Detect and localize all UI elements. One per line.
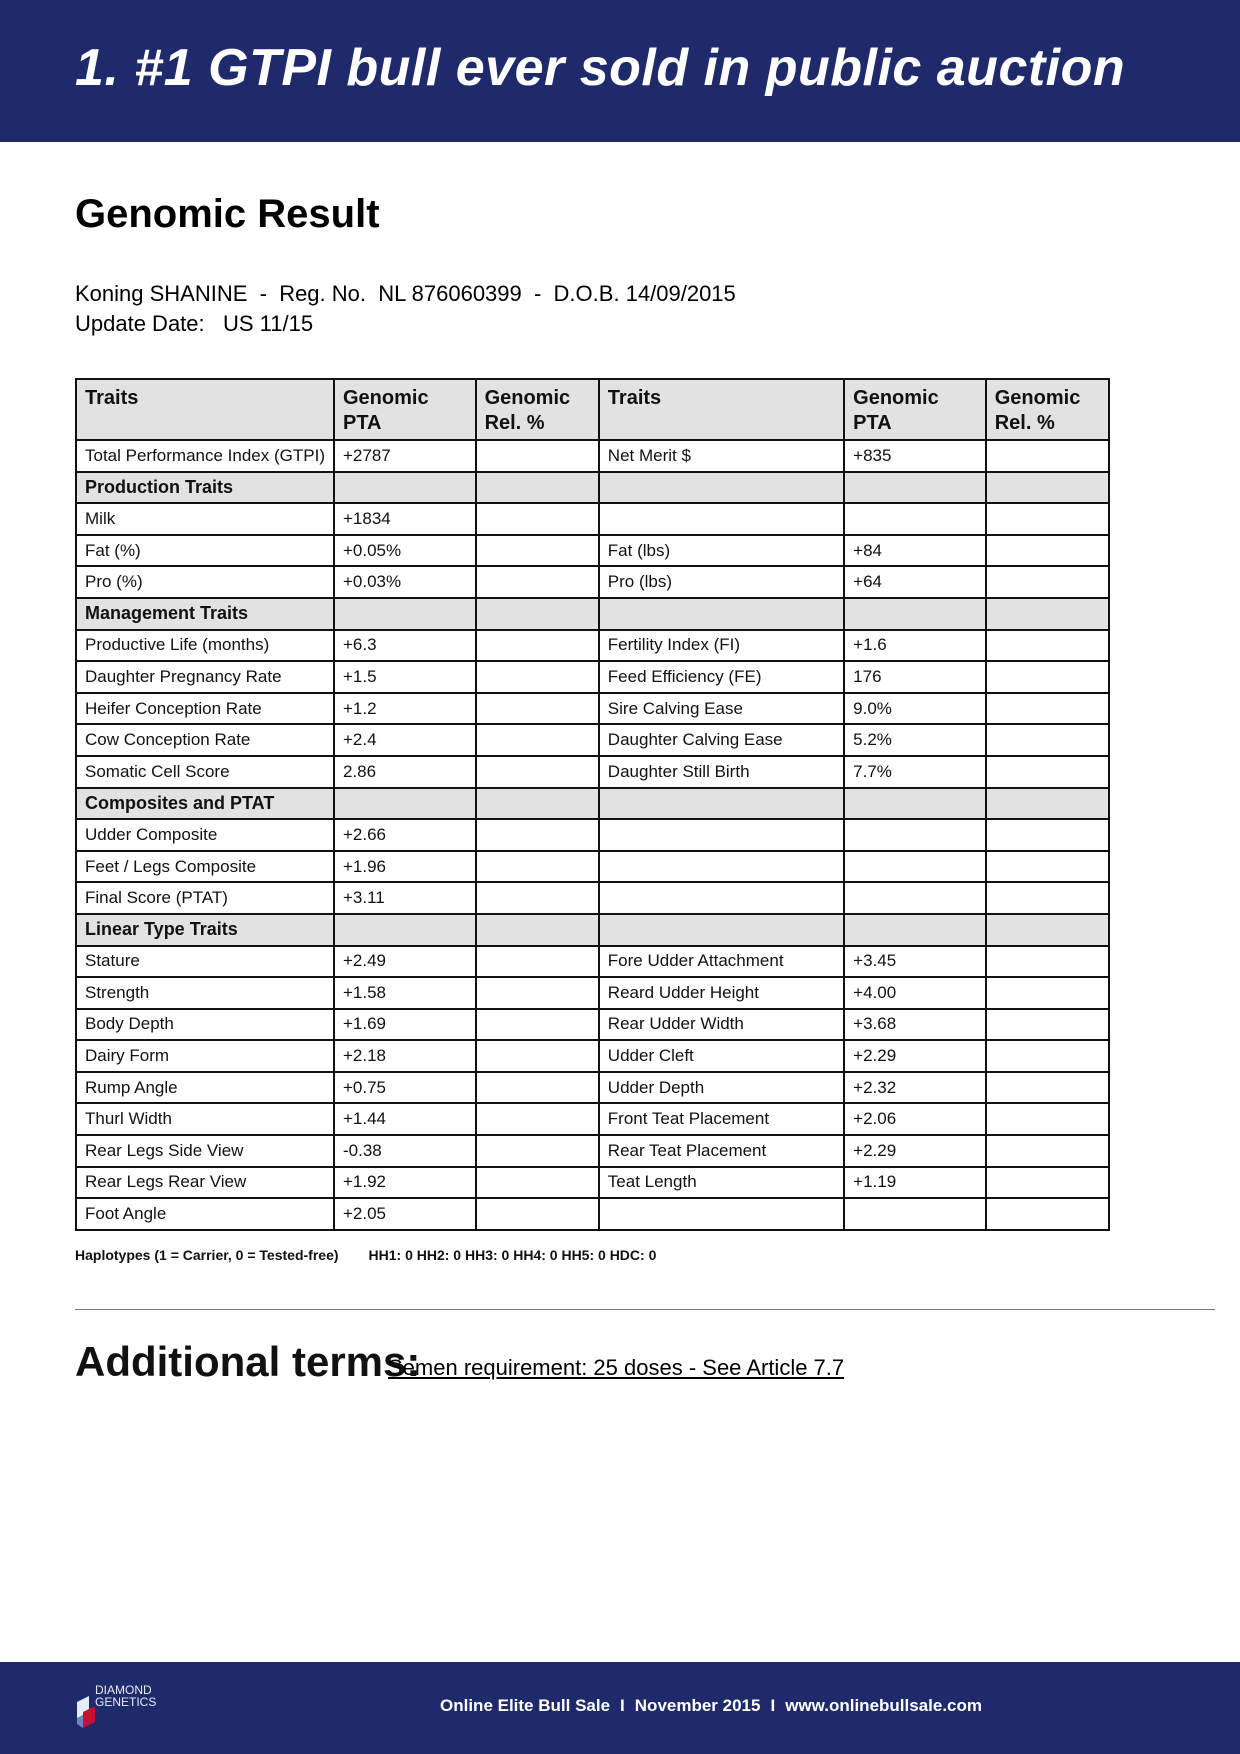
table-cell	[986, 472, 1109, 504]
table-cell	[476, 788, 599, 820]
table-cell: Udder Depth	[599, 1072, 844, 1104]
footer-event: Online Elite Bull Sale	[440, 1696, 611, 1715]
table-cell	[986, 1135, 1109, 1167]
haplotypes-values: HH1: 0 HH2: 0 HH3: 0 HH4: 0 HH5: 0 HDC: 0	[368, 1247, 657, 1263]
table-cell: Stature	[76, 946, 334, 978]
table-cell	[986, 851, 1109, 883]
footer-separator: I	[620, 1696, 625, 1715]
table-row	[76, 630, 1109, 662]
table-cell: +2.66	[334, 819, 476, 851]
table-cell: Heifer Conception Rate	[76, 693, 334, 725]
table-cell	[844, 1198, 986, 1230]
table-cell	[844, 788, 986, 820]
table-cell	[599, 503, 844, 535]
table-row	[76, 882, 1109, 914]
table-cell: Productive Life (months)	[76, 630, 334, 662]
table-group-row	[76, 914, 1109, 946]
table-cell: +2.49	[334, 946, 476, 978]
table-cell	[476, 630, 599, 662]
table-cell: Rump Angle	[76, 1072, 334, 1104]
table-row	[76, 946, 1109, 978]
table-cell	[476, 535, 599, 567]
table-cell	[334, 788, 476, 820]
table-cell	[844, 503, 986, 535]
table-cell	[476, 914, 599, 946]
table-row	[76, 503, 1109, 535]
genomic-result-heading: Genomic Result	[75, 192, 380, 236]
table-cell: +1.58	[334, 977, 476, 1009]
table-cell	[986, 693, 1109, 725]
footer-date: November 2015	[634, 1696, 761, 1715]
table-cell	[476, 977, 599, 1009]
group-label: Linear Type Traits	[76, 914, 334, 946]
table-cell	[476, 882, 599, 914]
table-cell	[476, 1009, 599, 1041]
table-cell	[986, 1103, 1109, 1135]
column-header: Genomic PTA	[334, 379, 476, 440]
semen-requirement-link[interactable]: Semen requirement: 25 doses - See Article 7.7	[388, 1355, 845, 1380]
table-cell	[476, 1072, 599, 1104]
table-cell	[476, 661, 599, 693]
table-row	[76, 1135, 1109, 1167]
table-row	[76, 661, 1109, 693]
table-cell	[476, 566, 599, 598]
additional-terms-heading: Additional terms:	[75, 1338, 421, 1385]
table-cell	[986, 1167, 1109, 1199]
table-cell: Milk	[76, 503, 334, 535]
table-cell	[986, 724, 1109, 756]
table-cell	[986, 977, 1109, 1009]
haplotypes	[75, 1247, 656, 1263]
table-cell	[844, 914, 986, 946]
table-cell: Udder Composite	[76, 819, 334, 851]
table-cell: Feet / Legs Composite	[76, 851, 334, 883]
table-cell	[986, 661, 1109, 693]
table-cell: +1.96	[334, 851, 476, 883]
table-cell	[986, 1009, 1109, 1041]
table-cell	[986, 819, 1109, 851]
table-cell	[476, 1167, 599, 1199]
table-cell	[476, 1198, 599, 1230]
table-cell	[476, 1040, 599, 1072]
table-cell	[599, 598, 844, 630]
table-cell	[844, 882, 986, 914]
table-cell: +4.00	[844, 977, 986, 1009]
logo-wordmark: DIAMOND GENETICS	[95, 1683, 157, 1709]
table-cell: +3.68	[844, 1009, 986, 1041]
table-cell: Daughter Pregnancy Rate	[76, 661, 334, 693]
table-row	[76, 1198, 1109, 1230]
table-row	[76, 440, 1109, 472]
table-cell: +1.69	[334, 1009, 476, 1041]
table-cell	[986, 566, 1109, 598]
table-cell	[476, 819, 599, 851]
table-cell: +2.4	[334, 724, 476, 756]
table-cell: Final Score (PTAT)	[76, 882, 334, 914]
footer-banner	[0, 1662, 1240, 1754]
table-cell	[476, 693, 599, 725]
table-cell	[476, 851, 599, 883]
table-cell: Pro (%)	[76, 566, 334, 598]
table-cell: +835	[844, 440, 986, 472]
table-row	[76, 977, 1109, 1009]
table-cell: Cow Conception Rate	[76, 724, 334, 756]
table-group-row	[76, 788, 1109, 820]
table-cell	[334, 472, 476, 504]
update-date: Update Date: US 11/15	[75, 311, 314, 336]
traits-table	[75, 378, 1110, 1231]
table-cell: 7.7%	[844, 756, 986, 788]
table-cell	[844, 472, 986, 504]
table-cell	[476, 440, 599, 472]
table-cell: +84	[844, 535, 986, 567]
table-cell: Feed Efficiency (FE)	[599, 661, 844, 693]
table-cell	[986, 440, 1109, 472]
table-cell: Udder Cleft	[599, 1040, 844, 1072]
table-cell: 2.86	[334, 756, 476, 788]
table-cell: +6.3	[334, 630, 476, 662]
table-cell: +1.19	[844, 1167, 986, 1199]
table-cell	[599, 851, 844, 883]
table-cell	[599, 914, 844, 946]
table-cell: Strength	[76, 977, 334, 1009]
table-group-row	[76, 598, 1109, 630]
table-cell: +2.05	[334, 1198, 476, 1230]
table-cell: +1.2	[334, 693, 476, 725]
column-header: Genomic PTA	[844, 379, 986, 440]
footer-separator: I	[770, 1696, 776, 1715]
table-cell	[476, 472, 599, 504]
table-cell: Fat (%)	[76, 535, 334, 567]
table-cell	[476, 1135, 599, 1167]
group-label: Management Traits	[76, 598, 334, 630]
table-cell: +2.32	[844, 1072, 986, 1104]
table-cell	[986, 788, 1109, 820]
table-cell	[476, 724, 599, 756]
table-cell: Dairy Form	[76, 1040, 334, 1072]
table-cell: Thurl Width	[76, 1103, 334, 1135]
table-cell	[986, 1040, 1109, 1072]
table-cell: +3.45	[844, 946, 986, 978]
table-cell: Rear Legs Rear View	[76, 1167, 334, 1199]
table-cell	[986, 1072, 1109, 1104]
table-cell: Foot Angle	[76, 1198, 334, 1230]
table-cell: Daughter Still Birth	[599, 756, 844, 788]
footer-website[interactable]: www.onlinebullsale.com	[785, 1696, 982, 1715]
section-divider	[75, 1309, 1215, 1310]
table-row	[76, 756, 1109, 788]
table-cell	[476, 756, 599, 788]
table-cell	[844, 851, 986, 883]
table-cell	[986, 535, 1109, 567]
table-cell: +2.29	[844, 1135, 986, 1167]
table-cell	[599, 472, 844, 504]
table-cell	[844, 598, 986, 630]
table-row	[76, 819, 1109, 851]
table-cell: Fore Udder Attachment	[599, 946, 844, 978]
table-cell: +1.5	[334, 661, 476, 693]
table-row	[76, 851, 1109, 883]
table-cell	[986, 630, 1109, 662]
group-label: Production Traits	[76, 472, 334, 504]
table-header-row	[76, 379, 1109, 440]
table-cell	[476, 946, 599, 978]
table-cell: Reard Udder Height	[599, 977, 844, 1009]
table-cell: Rear Legs Side View	[76, 1135, 334, 1167]
table-cell: +2.18	[334, 1040, 476, 1072]
table-cell: 9.0%	[844, 693, 986, 725]
table-cell: Front Teat Placement	[599, 1103, 844, 1135]
table-cell	[844, 819, 986, 851]
table-cell: +0.03%	[334, 566, 476, 598]
table-cell: +1834	[334, 503, 476, 535]
table-cell: Rear Teat Placement	[599, 1135, 844, 1167]
table-cell	[334, 914, 476, 946]
table-cell	[599, 819, 844, 851]
table-cell: Daughter Calving Ease	[599, 724, 844, 756]
table-cell: +1.44	[334, 1103, 476, 1135]
table-cell: +0.75	[334, 1072, 476, 1104]
table-cell	[986, 756, 1109, 788]
bull-identification: Koning SHANINE - Reg. No. NL 876060399 - D.O.B. 14/09/2015	[75, 281, 736, 306]
column-header: Genomic Rel. %	[476, 379, 599, 440]
table-cell: 176	[844, 661, 986, 693]
haplotypes-label: Haplotypes (1 = Carrier, 0 = Tested-free)	[75, 1247, 339, 1263]
table-row	[76, 1040, 1109, 1072]
table-row	[76, 1103, 1109, 1135]
table-cell	[986, 914, 1109, 946]
table-row	[76, 566, 1109, 598]
table-cell: Pro (lbs)	[599, 566, 844, 598]
table-cell: Net Merit $	[599, 440, 844, 472]
table-cell: Total Performance Index (GTPI)	[76, 440, 334, 472]
table-cell: Somatic Cell Score	[76, 756, 334, 788]
table-cell	[599, 882, 844, 914]
table-cell: +0.05%	[334, 535, 476, 567]
table-cell	[476, 503, 599, 535]
table-row	[76, 1167, 1109, 1199]
diamond-genetics-logo	[75, 1684, 195, 1732]
table-cell	[476, 1103, 599, 1135]
top-banner	[0, 0, 1240, 142]
table-cell	[599, 788, 844, 820]
table-cell: +2787	[334, 440, 476, 472]
table-row	[76, 693, 1109, 725]
page-title: 1. #1 GTPI bull ever sold in public auction	[75, 39, 1126, 97]
table-cell: -0.38	[334, 1135, 476, 1167]
diamond-logo-icon	[75, 1692, 97, 1728]
table-row	[76, 1072, 1109, 1104]
table-row	[76, 724, 1109, 756]
table-cell: +3.11	[334, 882, 476, 914]
table-cell	[986, 882, 1109, 914]
table-cell	[599, 1198, 844, 1230]
group-label: Composites and PTAT	[76, 788, 334, 820]
footer-info	[440, 1696, 982, 1716]
table-group-row	[76, 472, 1109, 504]
table-cell: +1.6	[844, 630, 986, 662]
table-row	[76, 535, 1109, 567]
table-cell: 5.2%	[844, 724, 986, 756]
table-cell	[986, 946, 1109, 978]
table-cell: Fertility Index (FI)	[599, 630, 844, 662]
table-cell: Fat (lbs)	[599, 535, 844, 567]
table-cell: Body Depth	[76, 1009, 334, 1041]
column-header: Genomic Rel. %	[986, 379, 1109, 440]
table-cell: +2.29	[844, 1040, 986, 1072]
table-cell: Teat Length	[599, 1167, 844, 1199]
table-cell: +64	[844, 566, 986, 598]
column-header: Traits	[76, 379, 334, 440]
table-cell	[986, 598, 1109, 630]
table-cell	[986, 503, 1109, 535]
table-cell	[476, 598, 599, 630]
table-cell: +2.06	[844, 1103, 986, 1135]
table-cell: +1.92	[334, 1167, 476, 1199]
table-cell	[986, 1198, 1109, 1230]
column-header: Traits	[599, 379, 844, 440]
table-cell: Rear Udder Width	[599, 1009, 844, 1041]
table-row	[76, 1009, 1109, 1041]
table-cell: Sire Calving Ease	[599, 693, 844, 725]
table-cell	[334, 598, 476, 630]
